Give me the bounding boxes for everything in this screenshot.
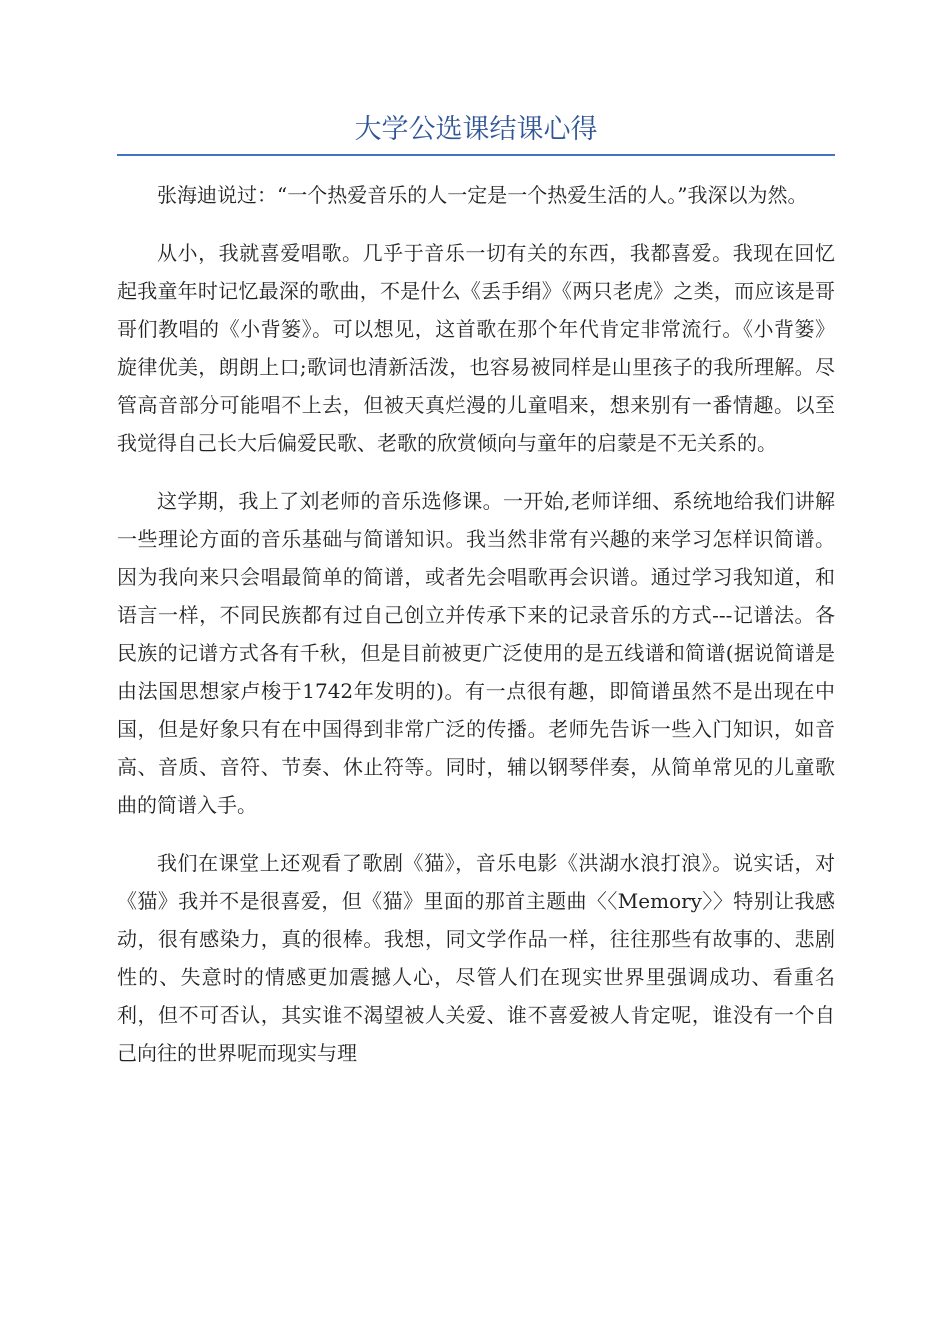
paragraph-quote: 张海迪说过：“一个热爱音乐的人一定是一个热爱生活的人。”我深以为然。 xyxy=(157,183,808,207)
paragraph-childhood: 从小，我就喜爱唱歌。几乎于音乐一切有关的东西，我都喜爱。我现在回忆起我童年时记忆最深的歌曲，不是什么《丢手绢》《两只老虎》之类，而应该是哥哥们教唱的《小背篓》。可以想见，这首歌在那个年代肯定非常流行。《小背篓》旋律优美，朗朗上口;歌词也清新活泼，也容易被同样是山里孩子的我所理解。尽管高音部分可能唱不上去，但被天真烂漫的儿童唱来，想来别有一番情趣。以至我觉得自己长大后偏爱民歌、老歌的欣赏倾向与童年的启蒙是不无关系的。 xyxy=(117,241,835,455)
title-underline xyxy=(117,154,835,156)
paragraph-opera: 我们在课堂上还观看了歌剧《猫》，音乐电影《洪湖水浪打浪》。说实话，对《猫》我并不是很喜爱，但《猫》里面的那首主题曲〈〈Memory〉〉特别让我感动，很有感染力，真的很棒。我想，同文学作品一样，往往那些有故事的、悲剧性的、失意时的情感更加震撼人心，尽管人们在现实世界里强调成功、看重名利，但不可否认，其实谁不渴望被人关爱、谁不喜爱被人肯定呢，谁没有一个自己向往的世界呢而现实与理 xyxy=(117,851,835,1065)
document-title: 大学公选课结课心得 xyxy=(354,114,598,145)
document-body xyxy=(117,176,835,1092)
paragraph-course: 这学期，我上了刘老师的音乐选修课。一开始,老师详细、系统地给我们讲解一些理论方面的音乐基础与简谱知识。我当然非常有兴趣的来学习怎样识简谱。因为我向来只会唱最简单的简谱，或者先会唱歌再会识谱。通过学习我知道，和语言一样，不同民族都有过自己创立并传承下来的记录音乐的方式---记谱法。各民族的记谱方式各有千秋，但是目前被更广泛使用的是五线谱和简谱(据说简谱是由法国思想家卢梭于1742年发明的)。有一点很有趣，即简谱虽然不是出现在中国，但是好象只有在中国得到非常广泛的传播。老师先告诉一些入门知识，如音高、音质、音符、节奏、休止符等。同时，辅以钢琴伴奏，从简单常见的儿童歌曲的简谱入手。 xyxy=(117,489,835,817)
